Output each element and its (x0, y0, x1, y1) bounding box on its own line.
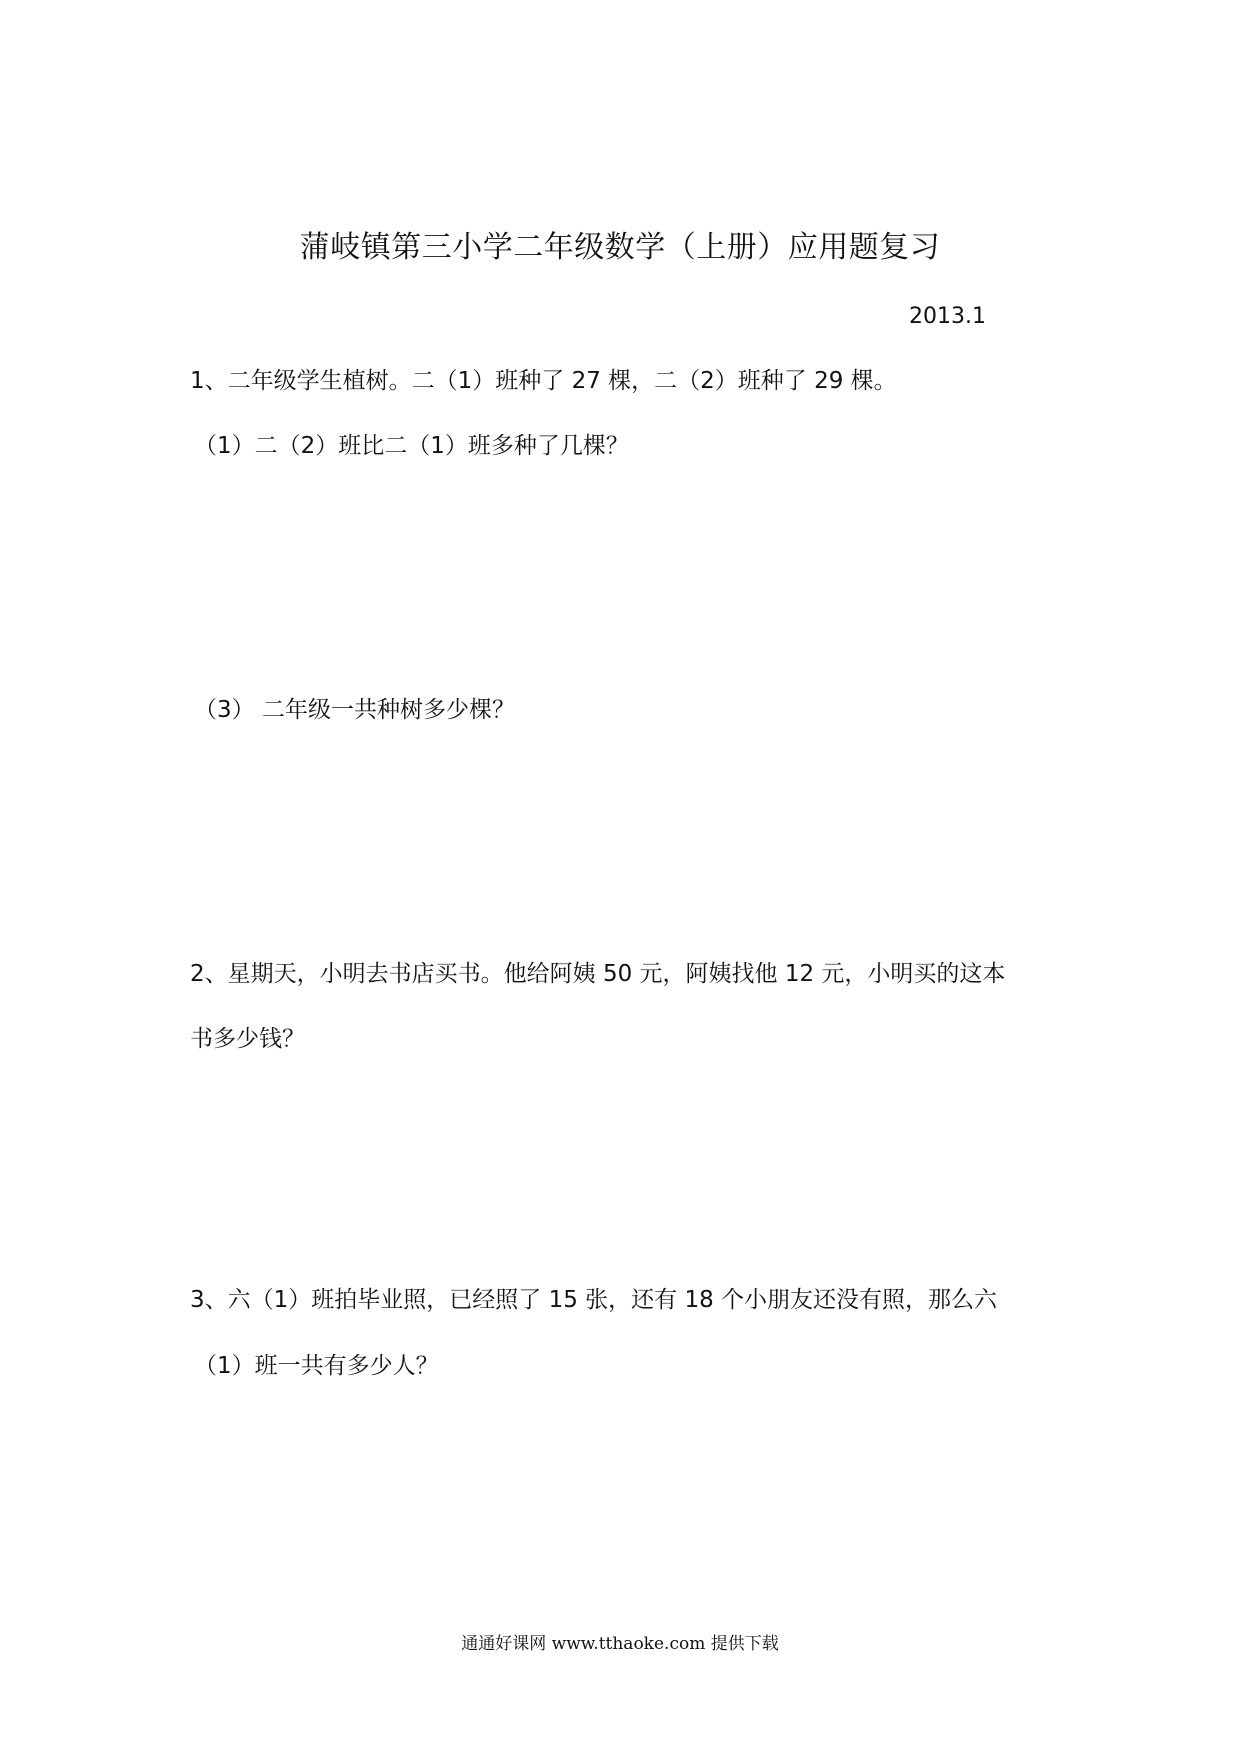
page-title: 蒲岐镇第三小学二年级数学（上册）应用题复习 (299, 230, 941, 265)
question-1-stem: 1、二年级学生植树。二（1）班种了 27 棵，二（2）班种了 29 棵。 (190, 368, 897, 394)
question-3-line-1: 3、六（1）班拍毕业照，已经照了 15 张，还有 18 个小朋友还没有照，那么六 (190, 1287, 998, 1313)
question-1-sub-1: （1）二（2）班比二（1）班多种了几棵？ (194, 433, 629, 459)
question-2-line-2: 书多少钱？ (190, 1026, 305, 1052)
question-2-line-1: 2、星期天，小明去书店买书。他给阿姨 50 元，阿姨找他 12 元，小明买的这本 (190, 961, 1006, 987)
page-date: 2013.1 (909, 304, 986, 329)
footer-source: 通通好课网 www.tthaoke.com 提供下载 (461, 1634, 779, 1654)
question-3-line-2: （1）班一共有多少人？ (194, 1353, 439, 1379)
question-1-sub-3: （3） 二年级一共种树多少棵？ (194, 697, 515, 723)
